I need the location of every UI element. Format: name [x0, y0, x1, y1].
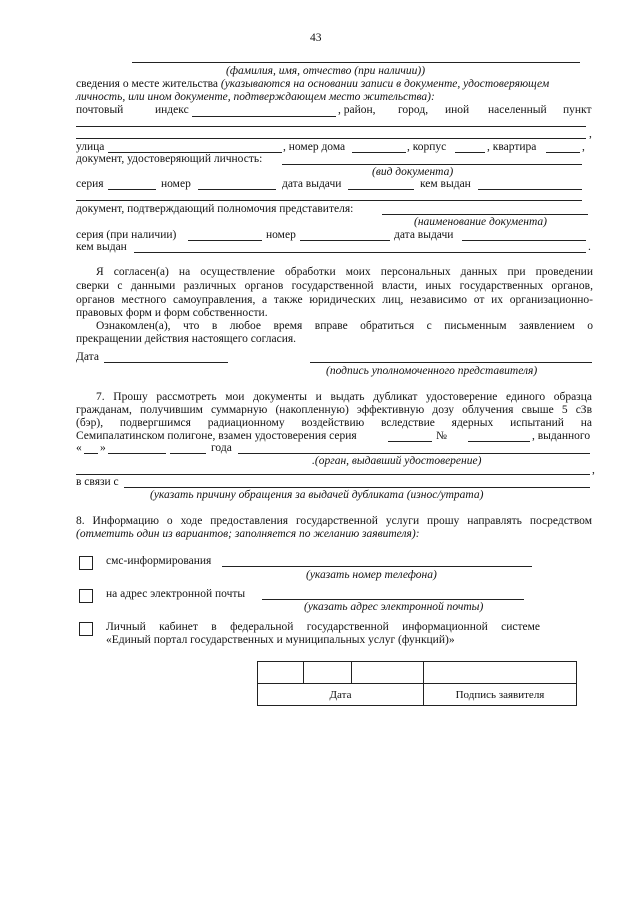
item8-line-1: 8. Информацию о ходе предоставления государственной услуги прошу направлять посредством [76, 515, 592, 527]
consent-line-1: Я согласен(а) на осуществление обработки моих персональных данных при проведении [96, 266, 593, 278]
house-label: , номер дома [283, 141, 346, 153]
address-line-2[interactable] [76, 138, 586, 139]
point-label: пункт [563, 104, 592, 116]
doc-name-caption: (наименование документа) [414, 216, 547, 228]
email-caption: (указать адрес электронной почты) [304, 601, 484, 613]
issue-date-field[interactable] [348, 189, 414, 190]
number-field[interactable] [198, 189, 276, 190]
year-label: года [211, 442, 232, 454]
date-cell-3[interactable] [352, 662, 424, 684]
item7-line-1: 7. Прошу рассмотреть мои документы и выдать дубликат удостоверение единого образца [96, 391, 592, 403]
rep-issued-by-field[interactable] [134, 252, 586, 253]
apartment-field[interactable] [546, 152, 580, 153]
consent-date-field[interactable] [104, 362, 228, 363]
date-cell-1[interactable] [258, 662, 304, 684]
option-portal-line-1: Личный кабинет в федеральной государственной информационной системе [106, 621, 540, 633]
consent-date-label: Дата [76, 351, 99, 363]
id-doc-label: документ, удостоверяющий личность: [76, 153, 263, 165]
option-sms-label: смс-информирования [106, 555, 212, 567]
consent-line-2: сверки с данными различных органов государственной власти, иных государственных органов, [76, 280, 593, 292]
phone-field[interactable] [222, 566, 532, 567]
item7-line-3: (бэр), подвергшимся радиационному воздействию вследствие ядерных испытаний на [76, 417, 592, 429]
rep-issued-by-label: кем выдан [76, 241, 127, 253]
rep-number-label: номер [266, 229, 296, 241]
postcode-label: почтовый [76, 104, 124, 116]
fio-line [132, 62, 580, 63]
number-sign: № [436, 430, 447, 442]
consent-line-3: органов местного самоуправления, а также юридических лиц, независимо от их организационно- [76, 294, 593, 306]
series-field[interactable] [108, 189, 156, 190]
quote-open: « [76, 442, 82, 454]
authority-doc-field[interactable] [382, 214, 588, 215]
quote-close: » [100, 442, 106, 454]
city-label: город, [398, 104, 429, 116]
option-email-label: на адрес электронной почты [106, 588, 246, 600]
portal-checkbox[interactable] [79, 622, 93, 636]
item7-line-4: Семипалатинском полигоне, взамен удостоверения серия [76, 430, 357, 442]
cert-day-field[interactable] [84, 453, 98, 454]
cert-series-field[interactable] [388, 441, 432, 442]
district-label: , район, [338, 104, 376, 116]
street-label: улица [76, 141, 105, 153]
rep-series-field[interactable] [188, 240, 262, 241]
street-comma: , [582, 141, 585, 153]
notice-line-1: Ознакомлен(а), что в любое время вправе обратиться с письменным заявлением о [96, 320, 593, 332]
house-field[interactable] [352, 152, 406, 153]
issued-by-line[interactable] [76, 200, 582, 201]
settlement-label: населенный [488, 104, 547, 116]
building-field[interactable] [455, 152, 485, 153]
building-label: , корпус [407, 141, 447, 153]
other-label: иной [445, 104, 470, 116]
cert-number-field[interactable] [468, 441, 530, 442]
reason-field[interactable] [124, 487, 590, 488]
series-label: серия [76, 178, 104, 190]
address-comma: , [589, 128, 592, 140]
option-portal-line-2: «Единый портал государственных и муниципальных услуг (функций)» [106, 634, 455, 646]
rep-issue-date-label: дата выдачи [394, 229, 454, 241]
item7-line-2: гражданам, получившим суммарную (накопленную) эффективную дозу облучения свыше 5 сЗв [76, 404, 592, 416]
rep-period: . [588, 241, 591, 253]
email-checkbox[interactable] [79, 589, 93, 603]
id-doc-field[interactable] [282, 164, 582, 165]
signature-table [257, 661, 577, 706]
cert-org-field[interactable] [238, 453, 590, 454]
number-label: номер [161, 178, 191, 190]
cert-month-field[interactable] [108, 453, 166, 454]
authority-doc-label: документ, подтверждающий полномочия представителя: [76, 203, 354, 215]
notice-line-2: прекращении действия настоящего согласия. [76, 333, 297, 345]
consent-line-4: правовых форм и форм собственности. [76, 307, 268, 319]
rep-issue-date-field[interactable] [462, 240, 586, 241]
issued-label: , выданного [532, 430, 591, 442]
item8-line-2: (отметить один из вариантов; заполняется по желанию заявителя): [76, 528, 420, 540]
apartment-label: , квартира [487, 141, 537, 153]
org-caption: .(орган, выдавший удостоверение) [312, 455, 482, 467]
phone-caption: (указать номер телефона) [306, 569, 437, 581]
address-line-1[interactable] [76, 126, 586, 127]
residence-note: личность, или ином документе, подтверждающем место жительства): [76, 91, 435, 103]
reason-caption: (указать причину обращения за выдачей дубликата (износ/утрата) [150, 489, 484, 501]
date-cell-2[interactable] [304, 662, 352, 684]
issued-by-field[interactable] [478, 189, 582, 190]
cert-org-line-2[interactable] [76, 474, 590, 475]
issued-by-label: кем выдан [420, 178, 471, 190]
due-to-label: в связи с [76, 476, 119, 488]
sms-checkbox[interactable] [79, 556, 93, 570]
page-number: 43 [310, 32, 322, 44]
signature-header: Подпись заявителя [424, 684, 577, 706]
postcode-field[interactable] [192, 116, 336, 117]
rep-number-field[interactable] [300, 240, 390, 241]
residence-heading: сведения о месте жительства (указываются на основании записи в документе, удостоверяющем [76, 78, 550, 90]
org-comma: , [592, 464, 595, 476]
issue-date-label: дата выдачи [282, 178, 342, 190]
consent-signature-field[interactable] [310, 362, 592, 363]
email-field[interactable] [262, 599, 524, 600]
doc-type-caption: (вид документа) [372, 166, 454, 178]
date-header: Дата [258, 684, 424, 706]
signature-cell[interactable] [424, 662, 577, 684]
cert-year-field[interactable] [170, 453, 206, 454]
rep-series-label: серия (при наличии) [76, 229, 177, 241]
index-label: индекс [155, 104, 189, 116]
signature-caption: (подпись уполномоченного представителя) [326, 365, 538, 377]
fio-caption: (фамилия, имя, отчество (при наличии)) [226, 65, 426, 77]
